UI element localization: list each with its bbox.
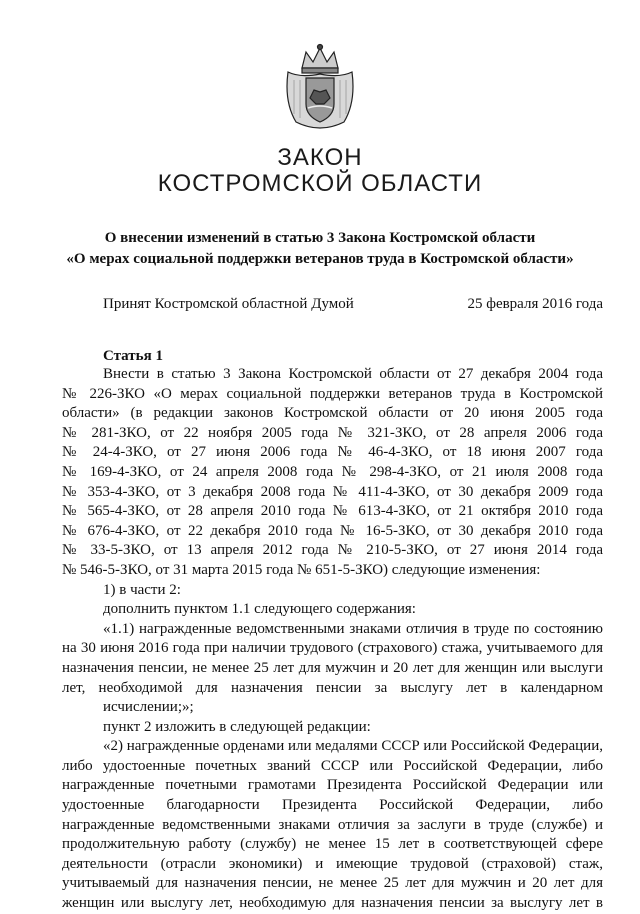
text-line: деятельности (отрасли экономики) и имеющие трудовой (страховой) стаж, <box>62 855 603 872</box>
adoption-date: 25 февраля 2016 года <box>467 296 603 312</box>
text-line: № 24-4-ЗКО, от 27 июня 2006 года № 46-4-ЗКО, от 18 июня 2007 года <box>62 444 603 461</box>
text-line: лет, необходимой для назначения пенсии за выслугу лет в календарном <box>62 679 603 696</box>
text-line: пункт 2 изложить в следующей редакции: <box>103 718 371 735</box>
text-line: назначения пенсии, не менее 25 лет для мужчин и 20 лет для женщин или выслуги <box>62 659 603 676</box>
text-line: № 353-4-ЗКО, от 3 декабря 2008 года № 411-4-ЗКО, от 30 декабря 2009 года <box>62 483 603 500</box>
law-subject-line-1: О внесении изменений в статью 3 Закона Костромской области <box>104 230 536 246</box>
text-line: либо удостоенные почетных званий СССР или Российской Федерации, либо <box>62 757 603 774</box>
text-line: «1.1) награжденные ведомственными знаками отличия в труде по состоянию <box>103 620 603 637</box>
text-line: области» (в редакции законов Костромской области от 20 июня 2005 года <box>62 405 603 422</box>
text-line: награжденные ведомственными знаками отличия за заслуги в труде (службе) и <box>62 816 603 833</box>
text-line: женщин или выслугу лет, необходимую для назначения пенсии за выслугу лет в <box>62 895 603 912</box>
text-line: учитываемый для назначения пенсии, не менее 25 лет для мужчин и 20 лет для <box>62 875 603 892</box>
text-line: № 565-4-ЗКО, от 28 апреля 2010 года № 613-4-ЗКО, от 21 октября 2010 года <box>62 503 603 520</box>
text-line: № 33-5-ЗКО, от 13 апреля 2012 года № 210-5-ЗКО, от 27 июня 2014 года <box>62 542 603 559</box>
text-line: № 281-ЗКО, от 22 ноября 2005 года № 321-ЗКО, от 28 апреля 2006 года <box>62 424 603 441</box>
text-line: исчислении;»; <box>103 699 194 716</box>
law-subject-line-2: «О мерах социальной поддержки ветеранов труда в Костромской области» <box>66 251 574 267</box>
article-title: Статья 1 <box>103 348 163 364</box>
adopted-by: Принят Костромской областной Думой <box>103 296 354 312</box>
text-line: № 169-4-ЗКО, от 24 апреля 2008 года № 298-4-ЗКО, от 21 июля 2008 года <box>62 463 603 480</box>
text-line: удостоенные благодарности Президента Российской Федерации, либо <box>62 797 603 814</box>
article-body <box>62 365 603 914</box>
text-line: 1) в части 2: <box>103 581 181 598</box>
text-line: № 546-5-ЗКО, от 31 марта 2015 года № 651-5-ЗКО) следующие изменения: <box>62 561 541 578</box>
text-line: «2) награжденные орденами или медалями СССР или Российской Федерации, <box>103 738 603 755</box>
region-title: КОСТРОМСКОЙ ОБЛАСТИ <box>157 170 483 197</box>
text-line: награжденные почетными грамотами Президента Российской Федерации или <box>62 777 603 794</box>
text-line: Внести в статью 3 Закона Костромской области от 27 декабря 2004 года <box>103 366 603 382</box>
text-line: продолжительную работу (службу) не менее 15 лет в соответствующей сфере <box>62 836 603 853</box>
text-line: № 676-4-ЗКО, от 22 декабря 2010 года № 16-5-ЗКО, от 30 декабря 2010 года <box>62 522 603 539</box>
text-line: на 30 июня 2016 года при наличии трудового (страхового) стажа, учитываемого для <box>62 640 603 657</box>
text-line: дополнить пунктом 1.1 следующего содержания: <box>103 601 416 618</box>
document-type-title: ЗАКОН <box>277 144 363 171</box>
text-line: № 226-ЗКО «О мерах социальной поддержки ветеранов труда в Костромской <box>62 385 603 402</box>
coat-of-arms-icon <box>280 42 360 130</box>
